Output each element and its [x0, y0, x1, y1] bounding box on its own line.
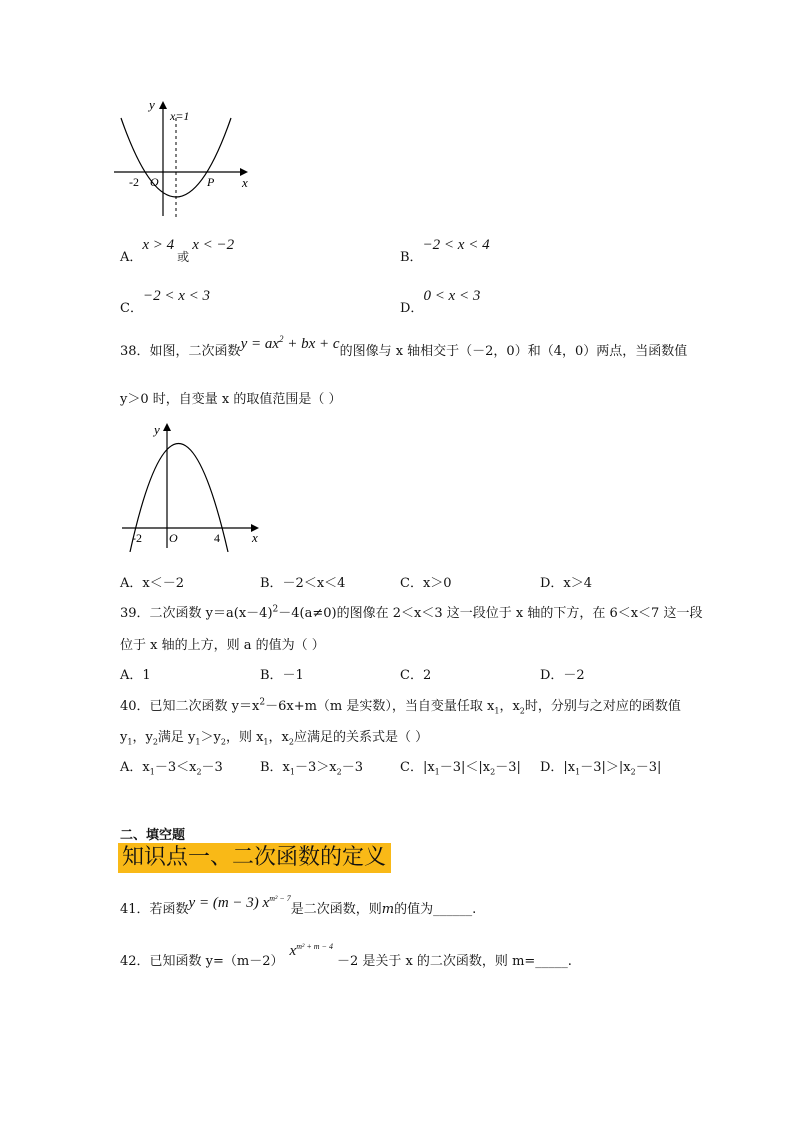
q40-b-pre: B．x — [260, 760, 290, 775]
q41-line — [120, 894, 477, 918]
q38-option-a[interactable]: A．x＜－2 — [120, 576, 184, 591]
q40-a-pre: A．x — [120, 760, 150, 775]
q40-line1-mid2: ，x — [499, 699, 520, 714]
q42-x-exp: m² + m − 4 — [296, 942, 333, 951]
q41-func-exp: m² − 7 — [269, 894, 291, 903]
q37-p-label: P — [207, 175, 215, 189]
q41-pre: 41．若函数 — [120, 902, 189, 917]
q39-option-c[interactable]: C．2 — [400, 668, 432, 683]
q40-l2-s2: 2 — [152, 737, 158, 747]
q38-x-label: x — [252, 530, 258, 545]
q42-pre: 42．已知函数 y=（m－2） — [120, 954, 284, 969]
q40-line2 — [120, 726, 428, 747]
q38-neg2-label: -2 — [132, 531, 142, 545]
q40-l2-d: ＞y — [200, 730, 221, 745]
q40-l2-f: ，x — [268, 730, 289, 745]
q40-b-s2: 2 — [336, 767, 342, 777]
q41-post-a: 是二次函数，则 — [290, 902, 382, 917]
option-a-math-2: x < −2 — [192, 237, 235, 253]
q39-sq: 2 — [272, 604, 279, 615]
banner-text: 知识点一、二次函数的定义 — [122, 845, 387, 870]
q39-line2: 位于 x 轴的上方，则 a 的值为（ ） — [120, 638, 325, 653]
option-b-math: −2 < x < 4 — [422, 237, 490, 253]
q40-a-post: －3 — [201, 760, 223, 775]
option-c-math: −2 < x < 3 — [142, 288, 210, 304]
q38-option-c[interactable]: C．x＞0 — [400, 576, 452, 591]
q40-d-post: －3| — [635, 760, 662, 775]
q37-symmetry-label: x=1 — [170, 109, 190, 123]
q40-l2-s4: 2 — [220, 737, 226, 747]
q40-a-s1: 1 — [149, 767, 155, 777]
option-d-math: 0 < x < 3 — [423, 288, 481, 304]
q40-d-s1: 1 — [575, 767, 581, 777]
option-d-label: D． — [400, 301, 424, 316]
q40-l2-s1: 1 — [127, 737, 133, 747]
q40-sq: 2 — [259, 697, 266, 708]
q42-x-base: x — [289, 943, 297, 959]
option-b-label: B． — [400, 250, 423, 265]
q38-four-label: 4 — [214, 531, 220, 545]
q38-origin-label: O — [169, 531, 178, 545]
q39-option-a[interactable]: A．1 — [120, 668, 151, 683]
q40-c-pre: C．|x — [400, 760, 435, 775]
q40-l2-b: ，y — [132, 730, 153, 745]
q40-s1: 1 — [494, 706, 500, 716]
q38-option-b[interactable]: B．－2＜x＜4 — [260, 576, 346, 591]
q40-line1-post: 时，分别与之对应的函数值 — [524, 699, 681, 714]
q40-l2-s3: 1 — [195, 737, 201, 747]
q40-d-s2: 2 — [630, 767, 636, 777]
q37-neg2-label: -2 — [129, 175, 139, 189]
q42-line — [120, 942, 572, 970]
q37-option-c[interactable] — [120, 285, 210, 316]
q40-b-s1: 1 — [289, 767, 295, 777]
q40-option-d[interactable] — [540, 756, 661, 777]
q37-option-b[interactable] — [400, 234, 490, 265]
q37-origin-label: O — [150, 175, 159, 189]
q40-d-pre: D．|x — [540, 760, 576, 775]
q40-l2-e: ，则 x — [225, 730, 264, 745]
q40-option-a[interactable] — [120, 756, 223, 777]
q41-post-m: m — [381, 902, 395, 917]
q40-c-s2: 2 — [490, 767, 496, 777]
knowledge-point-banner — [118, 843, 391, 873]
option-a-label: A． — [120, 250, 143, 265]
q38-line2: y＞0 时，自变量 x 的取值范围是（ ） — [120, 392, 342, 407]
q38-func-exp: 2 — [279, 334, 284, 344]
q40-line1-mid: －6x+m（m 是实数），当自变量任取 x — [265, 699, 495, 714]
q40-l2-c: 满足 y — [157, 730, 196, 745]
q37-x-label: x — [242, 175, 248, 190]
option-c-label: C． — [120, 301, 143, 316]
q40-option-c[interactable] — [400, 756, 521, 777]
q38-text-pre: 如图，二次函数 — [149, 344, 241, 359]
q40-option-b[interactable] — [260, 756, 363, 777]
q42-x — [290, 943, 333, 959]
q37-option-d[interactable] — [400, 285, 481, 316]
q38-func-rest: + bx + c — [283, 336, 340, 352]
q41-post-b: 的值为______. — [394, 902, 477, 917]
q40-a-mid: －3＜x — [154, 760, 197, 775]
q39-line1 — [120, 602, 702, 621]
q40-l2-s5: 1 — [263, 737, 269, 747]
q40-b-mid: －3＞x — [294, 760, 337, 775]
q38-line1 — [120, 334, 688, 360]
q38-number: 38． — [120, 344, 150, 359]
q39-line1-post: －4(a≠0)的图像在 2＜x＜3 这一段位于 x 轴的下方，在 6＜x＜7 这一段 — [278, 606, 703, 621]
q37-graph — [112, 96, 257, 221]
q41-func — [189, 895, 291, 911]
q39-option-b[interactable]: B．－1 — [260, 668, 304, 683]
q38-function — [241, 336, 340, 352]
q40-l2-g: 应满足的关系式是（ ） — [293, 730, 429, 745]
q40-line1 — [120, 695, 681, 716]
q37-option-a[interactable] — [120, 234, 235, 265]
q41-func-base: y = (m − 3) x — [188, 895, 270, 911]
q40-c-mid: －3|＜|x — [439, 760, 491, 775]
q40-d-mid: －3|＞|x — [580, 760, 631, 775]
option-a-math-1: x > 4 — [142, 237, 175, 253]
q40-a-s2: 2 — [196, 767, 202, 777]
q38-y-arrow — [163, 423, 171, 431]
q40-c-post: －3| — [495, 760, 521, 775]
q38-y-label: y — [154, 422, 160, 437]
section-title: 二、填空题 — [120, 828, 186, 843]
q37-y-label: y — [149, 97, 155, 112]
q39-line1-pre: 39．二次函数 y＝a(x－4) — [120, 606, 273, 621]
q40-l2-a: y — [120, 730, 128, 745]
q40-line1-pre: 40．已知二次函数 y＝x — [120, 699, 260, 714]
q38-text-post: 的图像与 x 轴相交于（－2，0）和（4，0）两点，当函数值 — [339, 344, 688, 359]
q42-post: －2 是关于 x 的二次函数，则 m=_____. — [336, 954, 572, 969]
q40-c-s1: 1 — [434, 767, 440, 777]
q38-func-base: y = ax — [240, 336, 279, 352]
option-a-or: 或 — [177, 250, 190, 264]
q39-option-d[interactable]: D．－2 — [540, 668, 585, 683]
q38-option-d[interactable]: D．x＞4 — [540, 576, 593, 591]
q40-l2-s6: 2 — [288, 737, 294, 747]
q40-b-post: －3 — [341, 760, 363, 775]
q40-s2: 2 — [519, 706, 525, 716]
q38-graph — [120, 420, 270, 552]
q37-y-arrow — [159, 101, 167, 109]
